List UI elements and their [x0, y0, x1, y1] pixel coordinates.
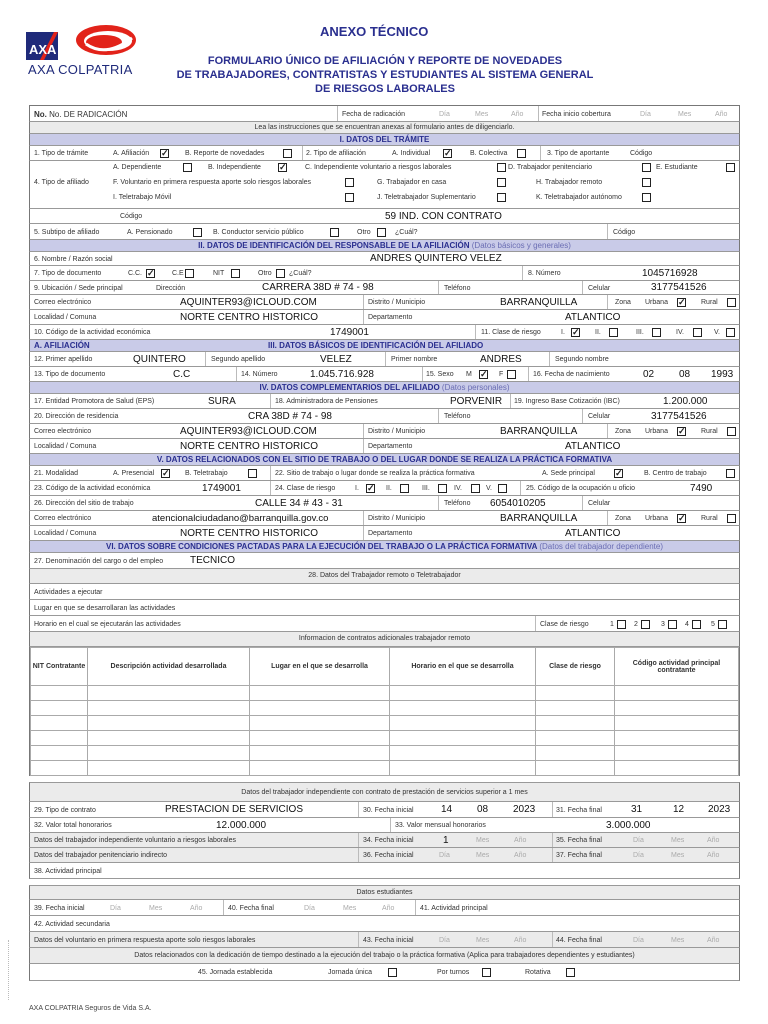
estudiante-checkbox[interactable]	[726, 163, 735, 172]
jornada-row: 45. Jornada establecida Jornada única Por turnos Rotativa	[29, 964, 740, 981]
depto-sitio-value[interactable]: ATLANTICO	[565, 528, 621, 539]
urbana-sitio-checkbox[interactable]: ✓	[678, 513, 686, 523]
table-row[interactable]	[31, 716, 739, 731]
riesgo-4-checkbox[interactable]	[693, 328, 702, 337]
documento-row: 13. Tipo de documento C.C 14. Número 1.045.716.928 15. Sexo M ✓ F 16. Fecha de nacimiento 02 08 1993	[29, 367, 740, 382]
fecha-final-dia[interactable]: 31	[631, 804, 643, 815]
primer-apellido-value[interactable]: QUINTERO	[133, 354, 186, 365]
distrito-sitio-value[interactable]: BARRANQUILLA	[500, 513, 578, 524]
affiliation-form	[29, 105, 740, 981]
centro-trabajo-checkbox[interactable]	[726, 469, 735, 478]
fecha-cobertura-label: Fecha inicio cobertura	[542, 111, 611, 118]
ocupacion-value[interactable]: 7490	[690, 483, 713, 494]
ubicacion-row: 9. Ubicación / Sede principal Dirección CARRERA 38D # 74 - 98 Teléfono Celular 3177541526	[29, 281, 740, 295]
localidad-res-row: Localidad / Comuna NORTE CENTRO HISTORICO Departamento ATLANTICO	[29, 439, 740, 454]
col-codigo: Código actividad principal contratante	[615, 648, 739, 686]
footer-company: AXA COLPATRIA Seguros de Vida S.A.	[29, 1005, 152, 1012]
contrato-row: 29. Tipo de contrato PRESTACION DE SERVICIOS 30. Fecha inicial 14 08 2023 31. Fecha final 31 12 2023	[29, 802, 740, 818]
eps-row: 17. Entidad Promotora de Salud (EPS) SURA 18. Administradora de Pensiones PORVENIR 19. Ingreso Base Cotización (IBC) 1.200.000	[29, 394, 740, 409]
nombre-value[interactable]: ANDRES QUINTERO VELEZ	[370, 253, 502, 264]
numero-value[interactable]: 1045716928	[642, 268, 698, 279]
estudiantes-band: Datos estudiantes	[29, 885, 740, 900]
riesgo-2-checkbox[interactable]	[609, 328, 618, 337]
localidad-res-value[interactable]: NORTE CENTRO HISTORICO	[180, 441, 318, 452]
sitio-riesgo-2-checkbox[interactable]	[400, 484, 409, 493]
casa-checkbox[interactable]	[497, 178, 506, 187]
otro-subtipo-checkbox[interactable]	[377, 228, 386, 237]
depto-value[interactable]: ATLANTICO	[565, 312, 621, 323]
correo-value[interactable]: AQUINTER93@ICLOUD.COM	[180, 297, 317, 308]
correo-sitio-row: Correo electrónico atencionalciudadano@barranquilla.gov.co Distrito / Municipio BARRANQUILLA Zona Urbana ✓ Rural	[29, 511, 740, 526]
col-clase: Clase de riesgo	[536, 648, 615, 686]
sitio-riesgo-4-checkbox[interactable]	[471, 484, 480, 493]
localidad-row: Localidad / Comuna NORTE CENTRO HISTORICO Departamento ATLANTICO	[29, 310, 740, 325]
actividad-row: 10. Código de la actividad económica 1749001 11. Clase de riesgo I. ✓ II. III. IV. V.	[29, 325, 740, 340]
tipo-contrato-value[interactable]: PRESTACION DE SERVICIOS	[165, 804, 303, 815]
clase-4-checkbox[interactable]	[692, 620, 701, 629]
table-row[interactable]	[31, 746, 739, 761]
distrito-res-value[interactable]: BARRANQUILLA	[500, 426, 578, 437]
residencia-row: 20. Dirección de residencia CRA 38D # 74 - 98 Teléfono Celular 3177541526	[29, 409, 740, 424]
lugar-row: Lugar en que se desarrollaran las actividades	[29, 600, 740, 616]
tramite-row: 1. Tipo de trámite A. Afiliación ✓ B. Reporte de novedades 2. Tipo de afiliación A. Individual ✓ B. Colectiva 3. Tipo de aportante Código	[29, 146, 740, 161]
subtipo-row: 5. Subtipo de afiliado A. Pensionado B. Conductor servicio público Otro ¿Cuál? Código	[29, 224, 740, 240]
riesgo-1-checkbox[interactable]: ✓	[572, 327, 580, 337]
localidad-sitio-value[interactable]: NORTE CENTRO HISTORICO	[180, 528, 318, 539]
clase-5-checkbox[interactable]	[718, 620, 727, 629]
cargo-row: 27. Denominación del cargo o del empleo TECNICO	[29, 553, 740, 569]
ibc-value[interactable]: 1.200.000	[663, 396, 708, 407]
instructions-band: Lea las instrucciones que se encuentran anexas al formulario antes de diligenciarlo.	[29, 122, 740, 134]
col-lugar: Lugar en el que se desarrolla	[250, 648, 390, 686]
actividad-secundaria-row: 42. Actividad secundaria	[29, 916, 740, 932]
horario-row: Horario en el cual se ejecutarán las actividades Clase de riesgo 1 2 3 4 5	[29, 616, 740, 632]
sede-principal-checkbox[interactable]: ✓	[615, 468, 623, 478]
section-6-header: VI. DATOS SOBRE CONDICIONES PACTADAS PARA LA EJECUCIÓN DEL TRABAJO O LA PRÁCTICA FORMATIVA (Datos del trabajador dependiente)	[29, 541, 740, 553]
col-horario: Horario en el que se desarrolla	[390, 648, 536, 686]
section-3-header: A. AFILIACIÓN III. DATOS BÁSICOS DE IDENTIFICACIÓN DEL AFILIADO	[29, 340, 740, 352]
direccion-value[interactable]: CARRERA 38D # 74 - 98	[262, 282, 374, 293]
document-title: ANEXO TÉCNICO	[320, 24, 429, 39]
actividad-sitio-row: 23. Código de la actividad económica 1749001 24. Clase de riesgo I. ✓ II. III. IV. V. 25. Código de la ocupación u oficio 7490	[29, 481, 740, 496]
actividades-row: Actividades a ejecutar	[29, 584, 740, 600]
eps-value[interactable]: SURA	[208, 396, 236, 407]
tipo-doc-value[interactable]: C.C	[173, 369, 191, 380]
tipodoc-row: 7. Tipo de documento C.C. ✓ C.E NIT Otro ¿Cuál? 8. Número 1045716928	[29, 266, 740, 281]
depto-res-value[interactable]: ATLANTICO	[565, 441, 621, 452]
honorarios-row: 32. Valor total honorarios 12.000.000 33. Valor mensual honorarios 3.000.000	[29, 818, 740, 833]
table-row[interactable]	[31, 686, 739, 701]
col-nit: NIT Contratante	[31, 648, 88, 686]
voluntario-checkbox[interactable]	[345, 178, 354, 187]
side-print-mark	[8, 940, 16, 1000]
section-4-header: IV. DATOS COMPLEMENTARIOS DEL AFILIADO (Datos personales)	[29, 382, 740, 394]
actividad-principal-row: 38. Actividad principal	[29, 863, 740, 879]
apellidos-row: 12. Primer apellido QUINTERO Segundo apellido VELEZ Primer nombre ANDRES Segundo nombre	[29, 352, 740, 367]
fecha-inicial-mes[interactable]: 08	[477, 804, 489, 815]
sitio-riesgo-3-checkbox[interactable]	[438, 484, 447, 493]
svg-text:AXA: AXA	[29, 42, 57, 57]
otro-doc-checkbox[interactable]	[276, 269, 285, 278]
fecha-inicial-dia[interactable]: 14	[441, 804, 453, 815]
radicacion-label: No. No. DE RADICACIÓN	[34, 110, 128, 119]
numero-doc-value[interactable]: 1.045.716.928	[310, 369, 374, 380]
sexo-m-checkbox[interactable]: ✓	[480, 369, 488, 379]
estudiantes-row: 39. Fecha inicial Día Mes Año 40. Fecha final Día Mes Año 41. Actividad principal	[29, 900, 740, 916]
radicacion-row: No. No. DE RADICACIÓN Fecha de radicación Día Mes Año Fecha inicio cobertura Día Mes Año	[29, 105, 740, 122]
rotativa-checkbox[interactable]	[566, 968, 575, 977]
clase-1-checkbox[interactable]	[617, 620, 626, 629]
celular-value[interactable]: 3177541526	[651, 282, 707, 293]
cargo-value[interactable]: TECNICO	[190, 555, 235, 566]
autonomo-checkbox[interactable]	[642, 193, 651, 202]
fecha-radicacion-label: Fecha de radicación	[342, 111, 406, 118]
correo-row: Correo electrónico AQUINTER93@ICLOUD.COM Distrito / Municipio BARRANQUILLA Zona Urbana ✓ Rural	[29, 295, 740, 310]
rural-sitio-checkbox[interactable]	[727, 514, 736, 523]
indep-voluntario-checkbox[interactable]	[497, 163, 506, 172]
nombre-row: 6. Nombre / Razón social ANDRES QUINTERO VELEZ	[29, 252, 740, 266]
rural-checkbox[interactable]	[727, 298, 736, 307]
codigo-value[interactable]: 59 IND. CON CONTRATO	[385, 211, 502, 222]
codigo-actividad-value[interactable]: 1749001	[330, 327, 369, 338]
sitio-riesgo-5-checkbox[interactable]	[498, 484, 507, 493]
rural-res-checkbox[interactable]	[727, 427, 736, 436]
contratos-table-wrap	[29, 647, 740, 776]
section-1-header: I. DATOS DEL TRÁMITE	[29, 134, 740, 146]
afiliacion-checkbox[interactable]: ✓	[161, 148, 169, 158]
table-row[interactable]	[31, 701, 739, 716]
volun-respuesta-row: Datos del voluntario en primera respuesta aporte solo riesgos laborales 43. Fecha inicial Día Mes Año 44. Fecha final Día Mes Año	[29, 932, 740, 948]
codigo-row: Código 59 IND. CON CONTRATO	[29, 209, 740, 224]
celular-res-value[interactable]: 3177541526	[651, 411, 707, 422]
dedicacion-band: Datos relacionados con la dedicación de tiempo destinado a la ejecución del trabajo o la práctica formativa (Aplica para trabajadores dependientes y estudiantes)	[29, 948, 740, 964]
por-turnos-checkbox[interactable]	[482, 968, 491, 977]
nac-ano-value[interactable]: 1993	[711, 369, 734, 380]
clase-2-checkbox[interactable]	[641, 620, 650, 629]
urbana-res-checkbox[interactable]: ✓	[678, 426, 686, 436]
valor-mensual-value[interactable]: 3.000.000	[606, 820, 651, 831]
table-row[interactable]	[31, 731, 739, 746]
correo-res-value[interactable]: AQUINTER93@ICLOUD.COM	[180, 426, 317, 437]
table-row[interactable]	[31, 761, 739, 776]
indep-band: Datos del trabajador independiente con contrato de prestación de servicios superior a 1 mes	[29, 782, 740, 802]
suplementario-checkbox[interactable]	[497, 193, 506, 202]
urbana-checkbox[interactable]: ✓	[678, 297, 686, 307]
f34-dia[interactable]: 1	[443, 835, 449, 846]
penitenciario-checkbox[interactable]	[642, 163, 651, 172]
riesgo-3-checkbox[interactable]	[652, 328, 661, 337]
col-descripcion: Descripción actividad desarrollada	[88, 648, 250, 686]
modalidad-row: 21. Modalidad A. Presencial ✓ B. Teletrabajo 22. Sitio de trabajo o lugar donde se realiza la práctica formativa A. Sede principal ✓ B. Centro de trabajo	[29, 466, 740, 481]
dependiente-checkbox[interactable]	[183, 163, 192, 172]
reporte-checkbox[interactable]	[283, 149, 292, 158]
fecha-final-ano[interactable]: 2023	[708, 804, 731, 815]
afp-value[interactable]: PORVENIR	[450, 396, 503, 407]
voluntario-row: Datos del trabajador independiente voluntario a riesgos laborales 34. Fecha inicial 1 Mes Año 35. Fecha final Día Mes Año	[29, 833, 740, 848]
dir-sitio-value[interactable]: CALLE 34 # 43 - 31	[255, 498, 343, 509]
remoto-checkbox[interactable]	[642, 178, 651, 187]
individual-checkbox[interactable]: ✓	[444, 148, 452, 158]
pensionado-checkbox[interactable]	[193, 228, 202, 237]
movil-checkbox[interactable]	[345, 193, 354, 202]
cc-checkbox[interactable]: ✓	[147, 268, 155, 278]
correo-res-row: Correo electrónico AQUINTER93@ICLOUD.COM Distrito / Municipio BARRANQUILLA Zona Urbana ✓ Rural	[29, 424, 740, 439]
tel-sitio-value[interactable]: 6054010205	[490, 498, 546, 509]
tipo-afiliado-row: 4. Tipo de afiliado A. Dependiente B. Independiente ✓ C. Independiente voluntario a riesgos laborales D. Trabajador penitenciario E. Estudiante F. Voluntario en primera respuesta aporte solo riesgos laborales G. Trabajador en casa H. Trabajador remoto I. Teletrabajo Móvil J. Teletrabajador Suplementario K. Teletrabajador autónomo	[29, 161, 740, 209]
conductor-checkbox[interactable]	[330, 228, 339, 237]
teletrabajo-checkbox[interactable]	[248, 469, 257, 478]
fecha-inicial-ano[interactable]: 2023	[513, 804, 536, 815]
correo-sitio-value[interactable]: atencionalciudadano@barranquilla.gov.co	[152, 513, 329, 524]
clase-3-checkbox[interactable]	[668, 620, 677, 629]
document-subtitle: FORMULARIO ÚNICO DE AFILIACIÓN Y REPORTE DE NOVEDADES DE TRABAJADORES, CONTRATISTAS Y ESTUDIANTES AL SISTEMA GENERAL DE RIESGOS LABORALES	[176, 55, 594, 95]
riesgo-5-checkbox[interactable]	[726, 328, 735, 337]
nit-checkbox[interactable]	[231, 269, 240, 278]
colectiva-checkbox[interactable]	[517, 149, 526, 158]
section-2-header: II. DATOS DE IDENTIFICACIÓN DEL RESPONSABLE DE LA AFILIACIÓN (Datos básicos y generales)	[29, 240, 740, 252]
sitio-riesgo-1-checkbox[interactable]: ✓	[367, 483, 375, 493]
cod-act-sitio-value[interactable]: 1749001	[202, 483, 241, 494]
contratos-band: Informacion de contratos adicionales trabajador remoto	[29, 632, 740, 647]
nac-mes-value[interactable]: 08	[679, 369, 691, 380]
distrito-value[interactable]: BARRANQUILLA	[500, 297, 578, 308]
localidad-sitio-row: Localidad / Comuna NORTE CENTRO HISTORICO Departamento ATLANTICO	[29, 526, 740, 541]
section-5-header: V. DATOS RELACIONADOS CON EL SITIO DE TRABAJO O DEL LUGAR DONDE SE REALIZA LA PRÁCTICA FORMATIVA	[29, 454, 740, 466]
segundo-apellido-value[interactable]: VELEZ	[320, 354, 352, 365]
presencial-checkbox[interactable]: ✓	[162, 468, 170, 478]
dir-sitio-row: 26. Dirección del sitio de trabajo CALLE 34 # 43 - 31 Teléfono 6054010205 Celular	[29, 496, 740, 511]
fecha-final-mes[interactable]: 12	[673, 804, 685, 815]
penitenciario-row: Datos del trabajador penitenciario indirecto 36. Fecha inicial Día Mes Año 37. Fecha final Día Mes Año	[29, 848, 740, 863]
nac-dia-value[interactable]: 02	[643, 369, 655, 380]
residencia-value[interactable]: CRA 38D # 74 - 98	[248, 411, 332, 422]
localidad-value[interactable]: NORTE CENTRO HISTORICO	[180, 312, 318, 323]
remoto-band: 28. Datos del Trabajador remoto o Teletrabajador	[29, 569, 740, 584]
sexo-f-checkbox[interactable]	[507, 370, 516, 379]
contratos-table	[30, 647, 739, 776]
ce-checkbox[interactable]	[185, 269, 194, 278]
jornada-unica-checkbox[interactable]	[388, 968, 397, 977]
independiente-checkbox[interactable]: ✓	[279, 162, 287, 172]
primer-nombre-value[interactable]: ANDRES	[480, 354, 522, 365]
valor-total-value[interactable]: 12.000.000	[216, 820, 267, 831]
brand-name: AXA COLPATRIA	[28, 62, 133, 77]
